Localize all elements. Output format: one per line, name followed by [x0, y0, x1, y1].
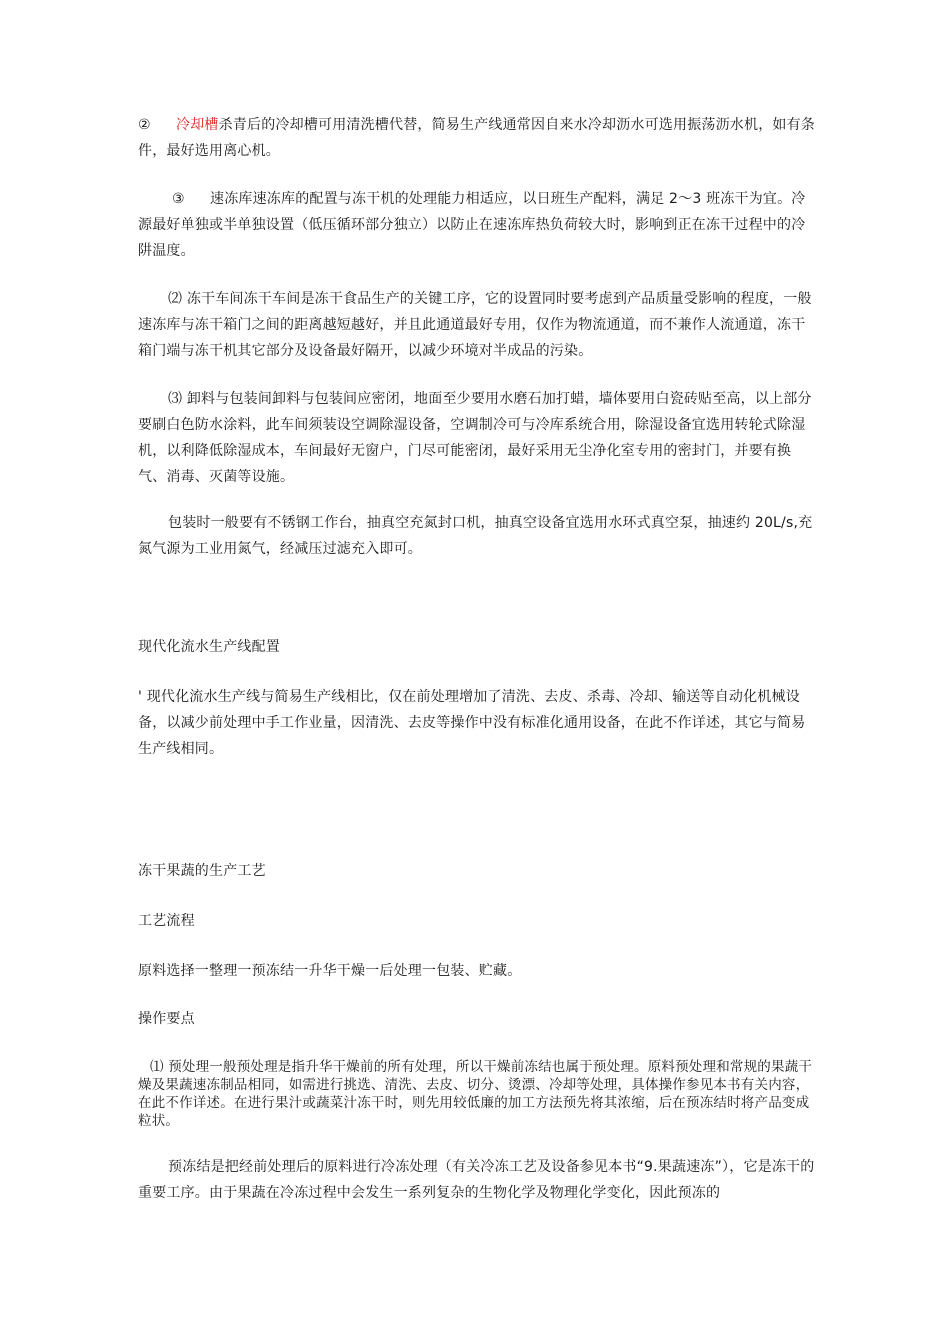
- highlight-term: 冷却槽: [176, 117, 219, 133]
- paragraph-cooling-tank: [138, 112, 818, 164]
- paragraph-packaging: [138, 510, 818, 562]
- paragraph-text: 包装时一般要有不锈钢工作台，抽真空充氮封口机，抽真空设备宜选用水环式真空泵，抽速约 20L/s,充氮气源为工业用氮气，经减压过滤充入即可。: [138, 515, 813, 557]
- paragraph-text: 杀青后的冷却槽可用清洗槽代替，简易生产线通常因自来水冷却沥水可选用振荡沥水机，如有条件，最好选用离心机。: [138, 117, 816, 159]
- paragraph-unload-pack-room: [138, 386, 818, 490]
- paragraph-text: ⑶ 卸料与包装间卸料与包装间应密闭，地面至少要用水磨石加打蜡，墙体要用白瓷砖贴至高，以上部分要刷白色防水涂料，此车间须装设空调除湿设备，空调制冷可与冷库系统合用，除湿设备宜选用转轮式除湿机，以利降低除湿成本，车间最好无窗户，门尽可能密闭，最好采用无尘净化室专用的密封门，并要有换气、消毒、灭菌等设施。: [138, 391, 812, 485]
- section-heading-process: 冻干果蔬的生产工艺: [138, 863, 266, 879]
- paragraph-quick-freeze: [138, 186, 818, 264]
- paragraph-text: 预冻结是把经前处理后的原料进行冷冻处理（有关冷冻工艺及设备参见本书“9.果蔬速冻”），它是冻干的重要工序。由于果蔬在冷冻过程中会发生一系列复杂的生物化学及物理化学变化，因此预冻的: [138, 1159, 815, 1201]
- subheading-key-points: 操作要点: [138, 1011, 195, 1027]
- paragraph-freeze-dry-room: [138, 286, 818, 364]
- process-flow: 原料选择一整理一预冻结一升华干燥一后处理一包装、贮藏。: [138, 963, 522, 979]
- subheading-flow: 工艺流程: [138, 913, 195, 929]
- paragraph-text: ⑵ 冻干车间冻干车间是冻干食品生产的关键工序，它的设置同时要考虑到产品质量受影响的程度，一般速冻库与冻干箱门之间的距离越短越好，并且此通道最好专用，仅作为物流通道，而不兼作人流通道，冻干箱门端与冻干机其它部分及设备最好隔开，以减少环境对半成品的污染。: [138, 291, 812, 359]
- paragraph-prefreeze: [138, 1154, 818, 1206]
- paragraph-text: ' 现代化流水生产线与简易生产线相比，仅在前处理增加了清洗、去皮、杀毒、冷却、输送等自动化机械设备，以减少前处理中手工作业量，因清洗、去皮等操作中没有标准化通用设备，在此不作详述，其它与简易生产线相同。: [138, 689, 806, 757]
- paragraph-text: ⑴ 预处理一般预处理是指升华干燥前的所有处理，所以干燥前冻结也属于预处理。原料预处理和常规的果蔬干燥及果蔬速冻制品相同，如需进行挑选、清洗、去皮、切分、烫漂、冷却等处理，具体操作参见本书有关内容，在此不作详述。在进行果汁或蔬菜汁冻干时，则先用较低廉的加工方法预先将其浓缩，后在预冻结时将产品变成粒状。: [138, 1059, 813, 1129]
- marker-2: ②: [138, 117, 151, 133]
- paragraph-text: 速冻库速冻库的配置与冻干机的处理能力相适应，以日班生产配料，满足 2〜3 班冻干为宜。冷源最好单独或半单独设置（低压循环部分独立）以防止在速冻库热负荷较大时，影响到正在冻干过程中的冷阱温度。: [138, 191, 806, 259]
- marker-3: ③: [172, 191, 185, 207]
- paragraph-modern-line: [138, 684, 818, 762]
- paragraph-pretreatment: [138, 1058, 818, 1130]
- section-heading-modern-line: 现代化流水生产线配置: [138, 639, 280, 655]
